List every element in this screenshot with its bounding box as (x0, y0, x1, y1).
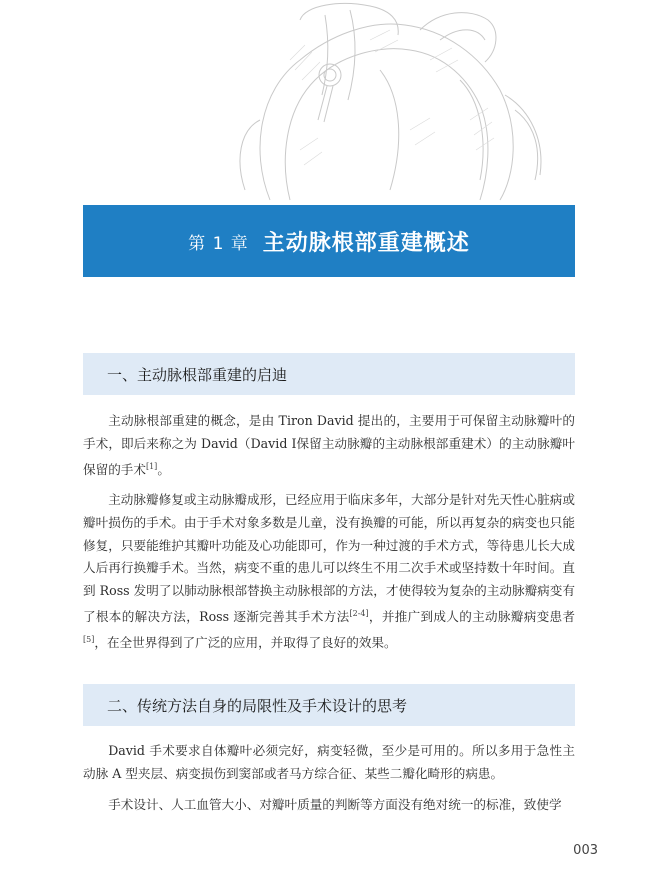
paragraph (83, 410, 575, 482)
citation: [1] (145, 461, 158, 471)
section-heading-1 (83, 353, 575, 395)
paragraph (83, 794, 575, 817)
chapter-title-banner (83, 205, 575, 277)
section-heading-text: 一、主动脉根部重建的启迪 (107, 365, 288, 384)
paragraph (83, 489, 575, 655)
citation: [5] (83, 634, 95, 644)
chapter-title: 主动脉根部重建概述 (262, 230, 470, 256)
paragraph-text: 。 (157, 461, 170, 477)
paragraph-text: ，在全世界得到了广泛的应用，并取得了良好的效果。 (94, 635, 397, 651)
paragraph-text: David 手术要求自体瓣叶必须完好，病变轻微，至少是可用的。所以多用于急性主动脉 A 型夹层、病变损伤到窦部或者马方综合征、某些二瓣化畸形的病患。 (83, 743, 575, 781)
paragraph-text: 手术设计、人工血管大小、对瓣叶质量的判断等方面没有绝对统一的标准，致使学 (108, 797, 562, 812)
paragraph-text: ，并推广到成人的主动脉瓣病变患者 (368, 609, 575, 625)
paragraph (83, 740, 575, 786)
citation: [2-4] (349, 608, 369, 618)
page-number: 003 (573, 843, 598, 858)
paragraph-text: 主动脉根部重建的概念，是由 Tiron David 提出的，主要用于可保留主动脉瓣叶的手术，即后来称之为 David（David Ⅰ保留主动脉瓣的主动脉根部重建术）的主动脉瓣叶保留的手术 (83, 413, 575, 477)
chapter-label: 第 1 章 (188, 233, 249, 254)
heart-sketch-illustration (230, 0, 560, 205)
section-heading-2 (83, 684, 575, 726)
section-heading-text: 二、传统方法自身的局限性及手术设计的思考 (107, 696, 408, 715)
paragraph-text: 主动脉瓣修复或主动脉瓣成形，已经应用于临床多年，大部分是针对先天性心脏病或瓣叶损伤的手术。由于手术对象多数是儿童，没有换瓣的可能，所以再复杂的病变也只能修复，只要能维护其瓣叶功能及心功能即可，作为一种过渡的手术方式，等待患儿长大成人后再行换瓣手术。当然，病变不重的患儿可以终生不用二次手术或坚持数十年时间。直到 Ross 发明了以肺动脉根部替换主动脉根部的方法，才使得较为复杂的主动脉瓣病变有了根本的解决方法，Ross 逐渐完善其手术方法 (83, 492, 575, 625)
